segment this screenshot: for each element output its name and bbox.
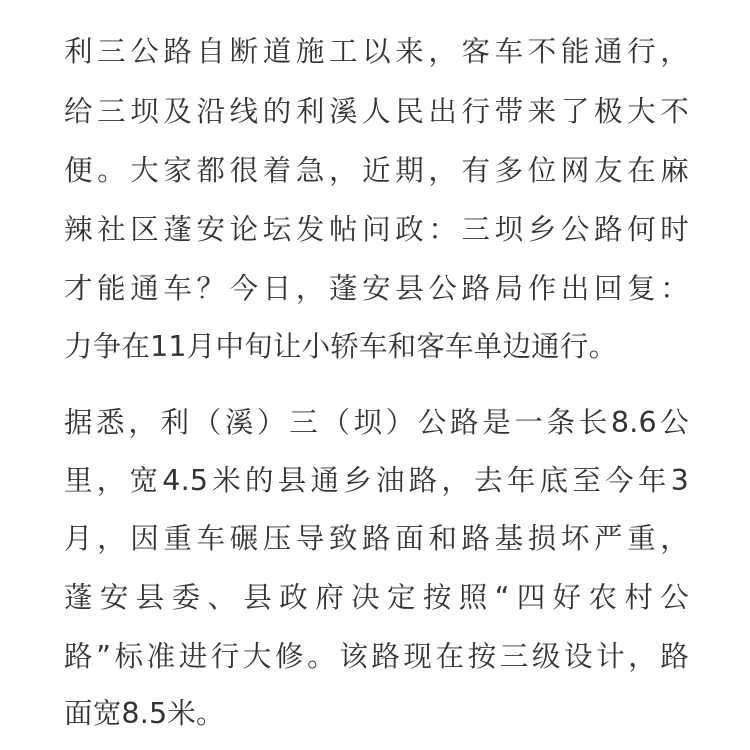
text-line: 月，因重车碾压导致路面和路基损坏严重， <box>64 522 689 555</box>
text-line: 力争在11月中旬让小轿车和客车单边通行。 <box>64 330 618 363</box>
text-line: 路”标准进行大修。该路现在按三级设计，路 <box>64 640 689 673</box>
text-line: 给三坝及沿线的利溪人民出行带来了极大不 <box>64 95 689 128</box>
text-line: 据悉，利（溪）三（坝）公路是一条长8.6公 <box>64 406 689 439</box>
text-line: 面宽8.5米。 <box>64 697 225 730</box>
text-line: 蓬安县委、县政府决定按照“四好农村公 <box>64 581 689 614</box>
text-line: 辣社区蓬安论坛发帖问政：三坝乡公路何时 <box>64 213 689 246</box>
text-line: 便。大家都很着急，近期，有多位网友在麻 <box>64 154 689 187</box>
text-line: 才能通车？今日，蓬安县公路局作出回复： <box>64 272 689 305</box>
text-line: 里，宽4.5米的县通乡油路，去年底至今年3 <box>64 464 689 497</box>
text-line: 利三公路自断道施工以来，客车不能通行， <box>64 35 689 68</box>
